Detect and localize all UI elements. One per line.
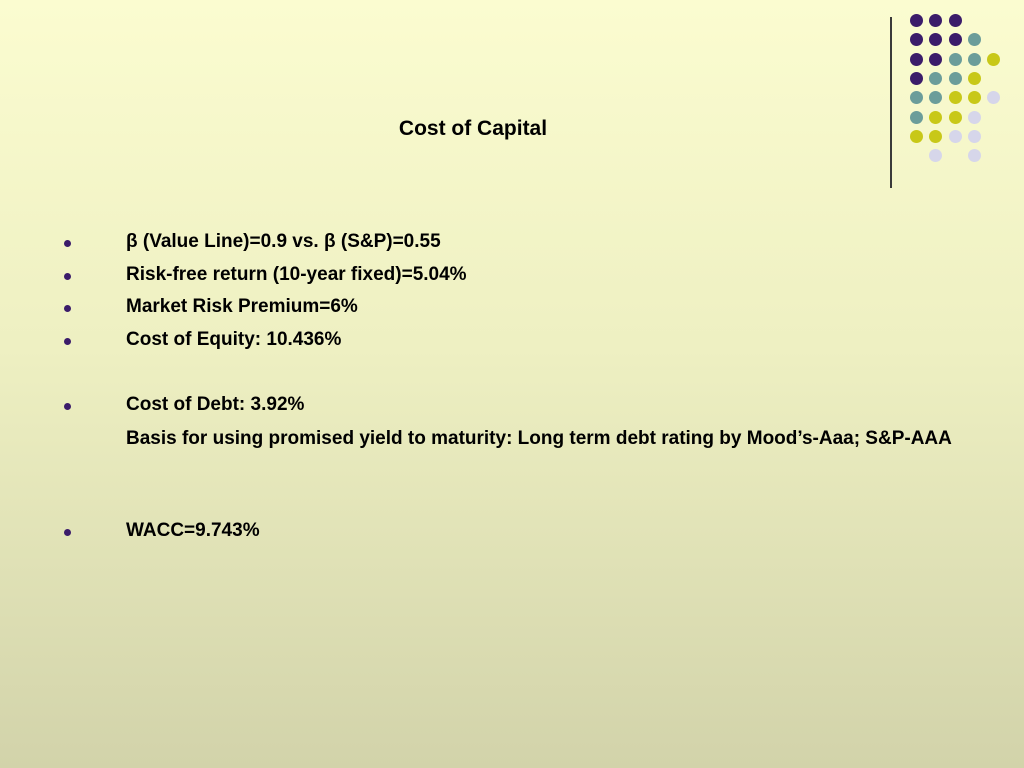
bullet-item-market-risk-premium bbox=[126, 294, 976, 320]
slide-title: Cost of Capital bbox=[398, 117, 548, 140]
bullet-text: Market Risk Premium=6% bbox=[126, 296, 358, 317]
bullet-item-wacc bbox=[126, 518, 976, 544]
bullet-dot-icon bbox=[64, 240, 71, 247]
bullet-dot-icon bbox=[64, 403, 71, 410]
bullet-text: Basis for using promised yield to maturity: Long term debt rating by Mood’s-Aaa; S&P-AAA bbox=[126, 428, 952, 449]
bullet-item-cost-of-debt bbox=[126, 392, 976, 418]
bullet-item-cost-of-equity bbox=[126, 327, 976, 353]
bullet-dot-icon bbox=[64, 305, 71, 312]
bullet-item-risk-free bbox=[126, 262, 976, 288]
bullet-text: Risk-free return (10-year fixed)=5.04% bbox=[126, 264, 467, 285]
bullet-text: Cost of Debt: 3.92% bbox=[126, 394, 305, 415]
bullet-dot-icon bbox=[64, 529, 71, 536]
bullet-item-beta bbox=[126, 229, 976, 255]
bullet-text: β (Value Line)=0.9 vs. β (S&P)=0.55 bbox=[126, 231, 441, 252]
bullet-dot-icon bbox=[64, 273, 71, 280]
bullet-text: Cost of Equity: 10.436% bbox=[126, 329, 342, 350]
bullet-text: WACC=9.743% bbox=[126, 520, 260, 541]
bullet-dot-icon bbox=[64, 338, 71, 345]
bullet-item-debt-basis bbox=[126, 426, 976, 452]
